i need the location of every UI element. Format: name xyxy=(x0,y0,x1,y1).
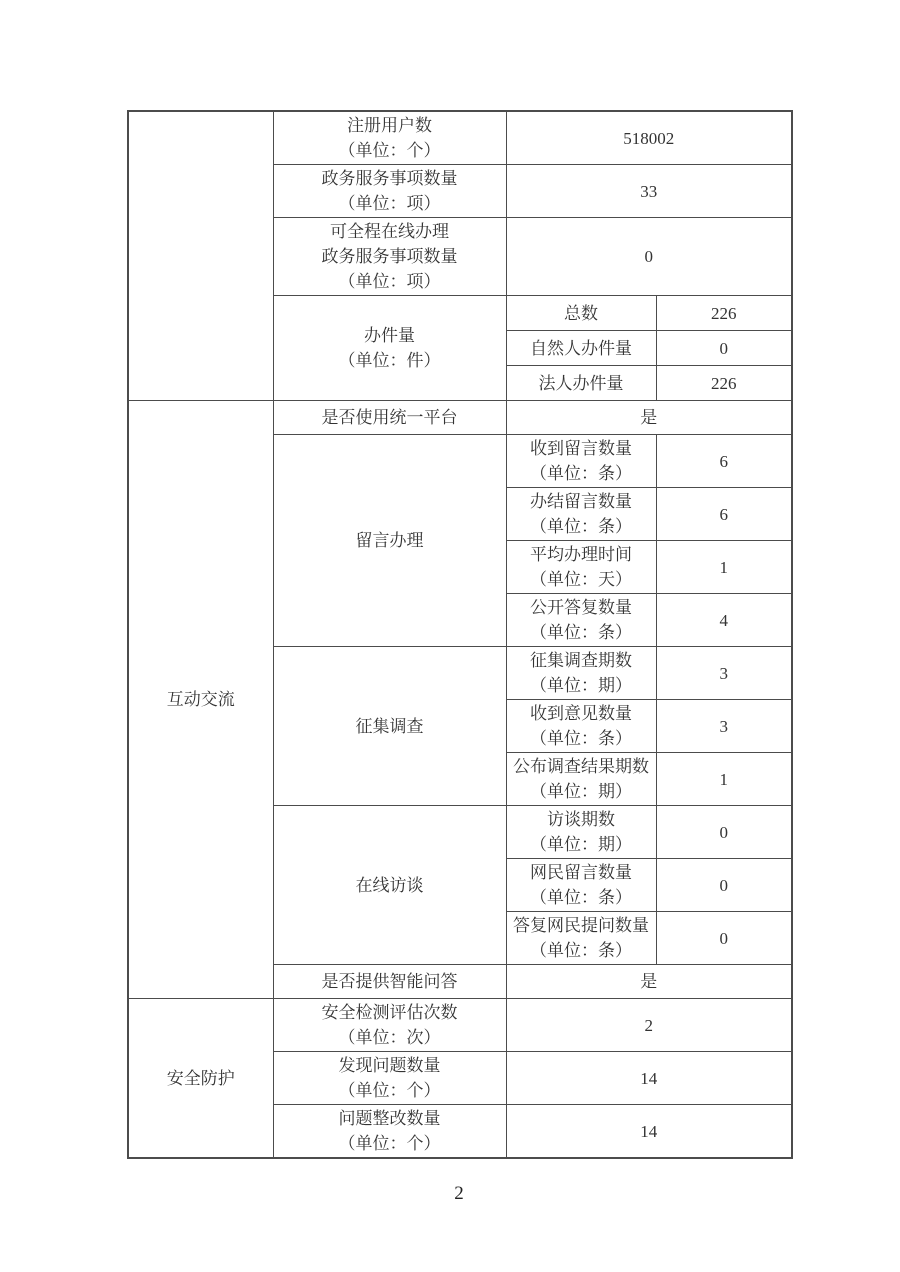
label-line: （单位：次） xyxy=(338,1028,441,1047)
label-line: 答复网民提问数量 xyxy=(513,916,649,935)
label-line: （单位：个） xyxy=(338,1081,441,1100)
table-row xyxy=(128,401,792,435)
label-line: 政务服务事项数量 xyxy=(321,169,458,188)
value-service-items: 33 xyxy=(506,165,792,218)
value-case-legal-person: 226 xyxy=(656,366,792,401)
label-line: （单位：天） xyxy=(530,570,632,589)
section-cell-blank xyxy=(128,111,273,401)
item-unified-platform: 是否使用统一平台 xyxy=(273,401,506,435)
label-line: （单位：期） xyxy=(530,676,632,695)
value-opinions-received: 3 xyxy=(656,700,792,753)
label-line: 办结留言数量 xyxy=(530,492,632,511)
item-issues-rectified xyxy=(273,1105,506,1159)
value-registered-users: 518002 xyxy=(506,111,792,165)
item-smart-qa: 是否提供智能问答 xyxy=(273,965,506,999)
value-smart-qa: 是 xyxy=(506,965,792,999)
label-line: 发现问题数量 xyxy=(338,1056,441,1075)
value-issues-found: 14 xyxy=(506,1052,792,1105)
sub-survey-results-published xyxy=(506,753,656,806)
value-survey-results-published: 1 xyxy=(656,753,792,806)
label-line: 政务服务事项数量 xyxy=(321,247,458,266)
item-issues-found xyxy=(273,1052,506,1105)
label-line: （单位：条） xyxy=(530,464,632,483)
item-full-online-items xyxy=(273,218,506,296)
value-security-assessment: 2 xyxy=(506,999,792,1052)
label-line: （单位：项） xyxy=(338,272,441,291)
table-row xyxy=(128,111,792,165)
label-line: （单位：件） xyxy=(338,351,441,370)
label-line: 收到意见数量 xyxy=(530,704,632,723)
value-unified-platform: 是 xyxy=(506,401,792,435)
item-security-assessment xyxy=(273,999,506,1052)
sub-survey-periods xyxy=(506,647,656,700)
value-messages-completed: 6 xyxy=(656,488,792,541)
label-line: 问题整改数量 xyxy=(338,1109,441,1128)
label-line: 公布调查结果期数 xyxy=(513,757,649,776)
item-case-volume xyxy=(273,296,506,401)
label-line: （单位：条） xyxy=(530,623,632,642)
item-online-interview: 在线访谈 xyxy=(273,806,506,965)
value-issues-rectified: 14 xyxy=(506,1105,792,1159)
label-line: （单位：期） xyxy=(530,782,632,801)
sub-netizen-questions-answered xyxy=(506,912,656,965)
value-case-total: 226 xyxy=(656,296,792,331)
value-average-handling-time: 1 xyxy=(656,541,792,594)
sub-messages-received xyxy=(506,435,656,488)
report-table xyxy=(127,110,793,1159)
label-line: （单位：期） xyxy=(530,835,632,854)
label-line: 注册用户数 xyxy=(347,116,432,135)
label-line: （单位：个） xyxy=(338,141,441,160)
table-row xyxy=(128,999,792,1052)
section-cell-security: 安全防护 xyxy=(128,999,273,1159)
label-line: （单位：条） xyxy=(530,729,632,748)
item-message-handling: 留言办理 xyxy=(273,435,506,647)
label-line: （单位：个） xyxy=(338,1134,441,1153)
label-line: 公开答复数量 xyxy=(530,598,632,617)
label-line: （单位：项） xyxy=(338,194,441,213)
label-line: 访谈期数 xyxy=(547,810,615,829)
sub-opinions-received xyxy=(506,700,656,753)
section-cell-interaction: 互动交流 xyxy=(128,401,273,999)
label-line: 办件量 xyxy=(364,326,415,345)
value-full-online-items: 0 xyxy=(506,218,792,296)
label-line: 可全程在线办理 xyxy=(330,222,449,241)
sub-messages-completed xyxy=(506,488,656,541)
label-line: 安全检测评估次数 xyxy=(321,1003,458,1022)
label-line: 网民留言数量 xyxy=(530,863,632,882)
sub-interview-periods xyxy=(506,806,656,859)
sub-case-total: 总数 xyxy=(506,296,656,331)
value-messages-received: 6 xyxy=(656,435,792,488)
value-netizen-messages: 0 xyxy=(656,859,792,912)
label-line: 收到留言数量 xyxy=(530,439,632,458)
label-line: 平均办理时间 xyxy=(530,545,632,564)
label-line: （单位：条） xyxy=(530,888,632,907)
item-survey: 征集调查 xyxy=(273,647,506,806)
value-interview-periods: 0 xyxy=(656,806,792,859)
page-number: 2 xyxy=(454,1183,464,1204)
sub-average-handling-time xyxy=(506,541,656,594)
sub-case-natural-person: 自然人办件量 xyxy=(506,331,656,366)
item-service-items xyxy=(273,165,506,218)
item-registered-users xyxy=(273,111,506,165)
value-netizen-questions-answered: 0 xyxy=(656,912,792,965)
value-case-natural-person: 0 xyxy=(656,331,792,366)
label-line: （单位：条） xyxy=(530,941,632,960)
value-survey-periods: 3 xyxy=(656,647,792,700)
value-public-replies: 4 xyxy=(656,594,792,647)
label-line: 征集调查期数 xyxy=(530,651,632,670)
sub-public-replies xyxy=(506,594,656,647)
label-line: （单位：条） xyxy=(530,517,632,536)
sub-case-legal-person: 法人办件量 xyxy=(506,366,656,401)
sub-netizen-messages xyxy=(506,859,656,912)
